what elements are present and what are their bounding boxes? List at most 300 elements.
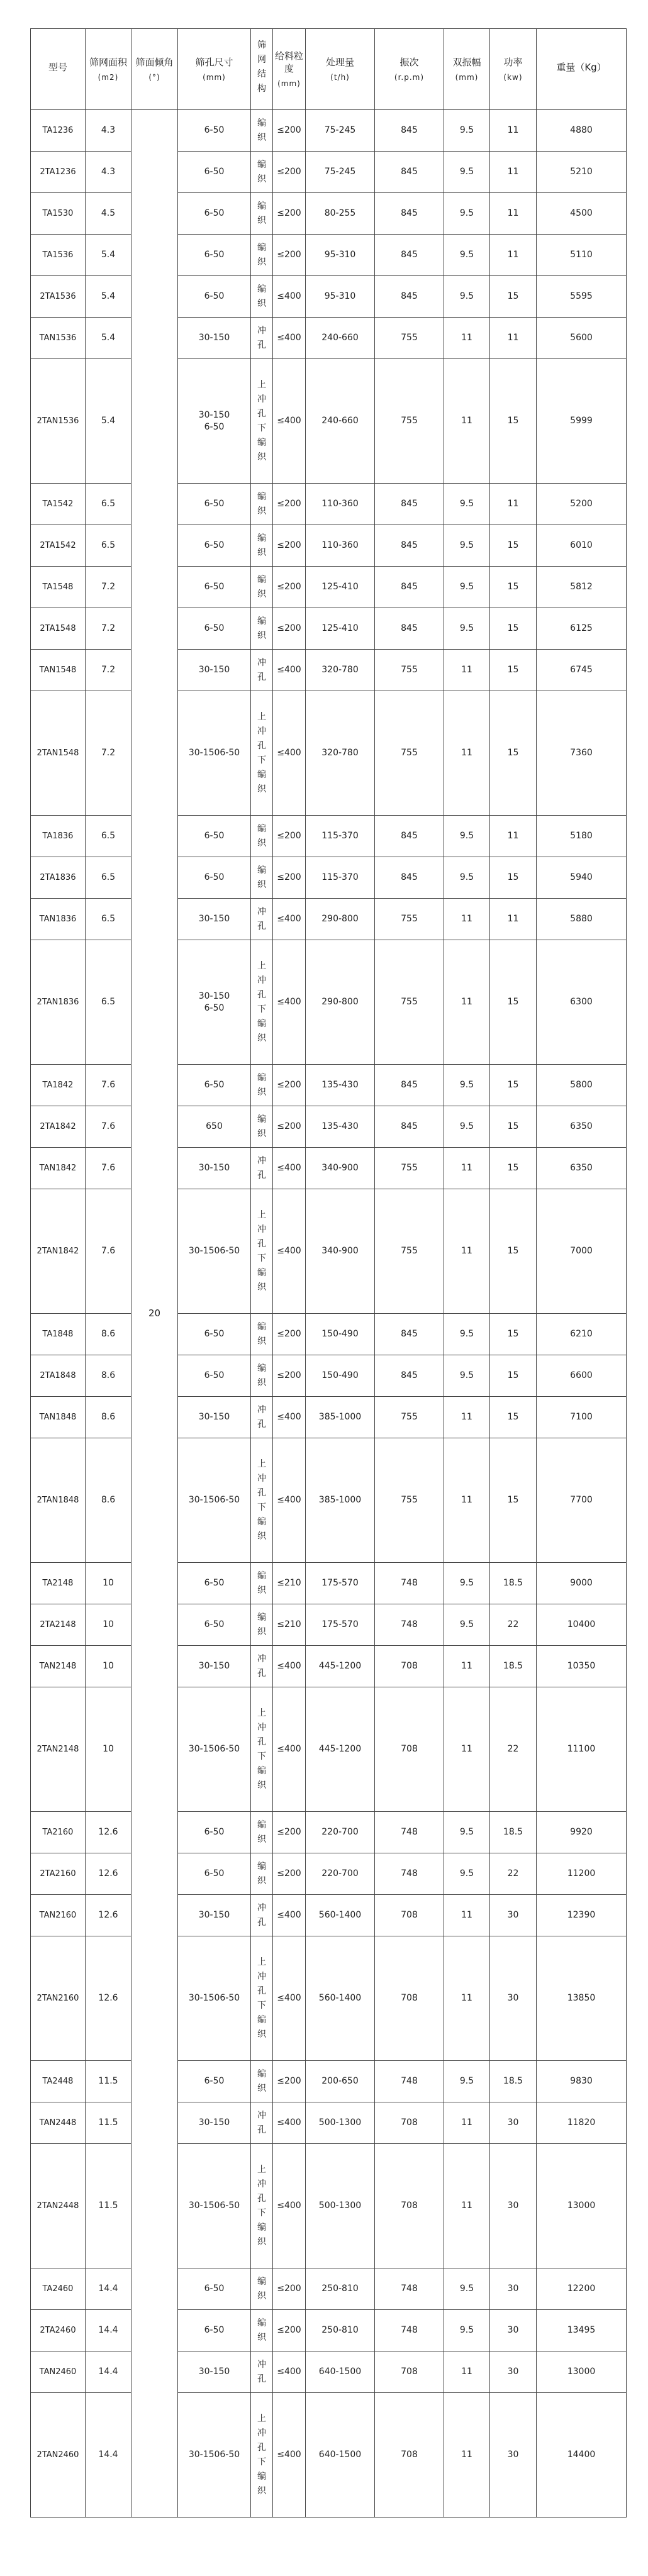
cell-structure	[251, 899, 273, 940]
aperture-value: 6-50	[204, 499, 225, 509]
cell-model: TA2448	[31, 2061, 86, 2102]
aperture-value: 6-50	[204, 250, 225, 260]
structure-text: 冲孔	[257, 657, 266, 682]
cell-amplitude: 9.5	[444, 1065, 490, 1106]
cell-feed-size: ≤200	[273, 1853, 306, 1895]
cell-area: 7.2	[86, 567, 131, 608]
cell-structure	[251, 193, 273, 235]
cell-structure	[251, 2351, 273, 2393]
cell-frequency: 708	[375, 1936, 444, 2061]
cell-capacity: 175-570	[306, 1563, 375, 1604]
cell-capacity: 340-900	[306, 1148, 375, 1189]
cell-aperture	[178, 899, 251, 940]
cell-power: 15	[490, 1397, 537, 1438]
cell-model: 2TA1536	[31, 276, 86, 318]
cell-capacity: 135-430	[306, 1106, 375, 1148]
cell-aperture	[178, 2102, 251, 2144]
cell-frequency: 845	[375, 235, 444, 276]
cell-frequency: 755	[375, 1438, 444, 1563]
cell-weight: 5880	[537, 899, 627, 940]
structure-text: 编织	[257, 616, 266, 641]
cell-capacity: 640-1500	[306, 2351, 375, 2393]
cell-frequency: 755	[375, 650, 444, 691]
cell-area: 12.6	[86, 1853, 131, 1895]
cell-frequency: 755	[375, 359, 444, 484]
cell-structure	[251, 857, 273, 899]
cell-amplitude: 11	[444, 359, 490, 484]
cell-power: 15	[490, 650, 537, 691]
cell-capacity: 640-1500	[306, 2393, 375, 2518]
table-row	[31, 235, 627, 276]
cell-aperture	[178, 857, 251, 899]
cell-frequency: 755	[375, 1397, 444, 1438]
cell-capacity: 95-310	[306, 276, 375, 318]
cell-power: 11	[490, 110, 537, 152]
cell-amplitude: 9.5	[444, 1106, 490, 1148]
table-row	[31, 1604, 627, 1646]
aperture-value: 6-50	[204, 2325, 225, 2336]
aperture-value: 30-150	[198, 1661, 230, 1672]
cell-feed-size: ≤400	[273, 1936, 306, 2061]
aperture-value: 6-50	[204, 1080, 225, 1091]
cell-structure	[251, 1604, 273, 1646]
cell-weight: 6210	[537, 1314, 627, 1355]
cell-weight: 5180	[537, 816, 627, 857]
structure-text: 上冲孔下编织	[257, 1458, 266, 1541]
cell-weight: 5999	[537, 359, 627, 484]
cell-model: 2TAN1548	[31, 691, 86, 816]
cell-frequency: 845	[375, 152, 444, 193]
cell-amplitude: 9.5	[444, 2268, 490, 2310]
cell-structure	[251, 1189, 273, 1314]
cell-aperture	[178, 650, 251, 691]
cell-frequency: 708	[375, 2102, 444, 2144]
cell-capacity: 220-700	[306, 1812, 375, 1853]
header-area: 筛网面积 (m2)	[86, 29, 131, 110]
cell-weight: 5600	[537, 318, 627, 359]
cell-feed-size: ≤200	[273, 110, 306, 152]
cell-power: 22	[490, 1604, 537, 1646]
cell-power: 15	[490, 567, 537, 608]
structure-text: 编织	[257, 159, 266, 184]
table-row	[31, 1355, 627, 1397]
cell-weight: 4500	[537, 193, 627, 235]
cell-weight: 6300	[537, 940, 627, 1065]
cell-frequency: 845	[375, 193, 444, 235]
cell-capacity: 115-370	[306, 816, 375, 857]
cell-amplitude: 11	[444, 318, 490, 359]
cell-area: 8.6	[86, 1397, 131, 1438]
cell-power: 22	[490, 1687, 537, 1812]
cell-power: 15	[490, 691, 537, 816]
cell-amplitude: 11	[444, 2144, 490, 2268]
cell-power: 15	[490, 1148, 537, 1189]
structure-text: 上冲孔下编织	[257, 1209, 266, 1292]
cell-feed-size: ≤200	[273, 1106, 306, 1148]
aperture-value: 30-150	[198, 1163, 230, 1174]
cell-structure	[251, 1355, 273, 1397]
aperture-value: 30-1506-50	[188, 1495, 240, 1506]
cell-weight: 6745	[537, 650, 627, 691]
cell-model: 2TAN2148	[31, 1687, 86, 1812]
cell-feed-size: ≤400	[273, 1189, 306, 1314]
cell-amplitude: 9.5	[444, 1563, 490, 1604]
cell-aperture	[178, 1646, 251, 1687]
structure-text: 冲孔	[257, 906, 266, 931]
header-frequency: 振次 (r.p.m)	[375, 29, 444, 110]
aperture-value: 6-50	[204, 125, 225, 136]
cell-weight: 9920	[537, 1812, 627, 1853]
cell-structure	[251, 2061, 273, 2102]
cell-aperture	[178, 1065, 251, 1106]
cell-capacity: 385-1000	[306, 1397, 375, 1438]
cell-frequency: 755	[375, 940, 444, 1065]
cell-amplitude: 9.5	[444, 1812, 490, 1853]
aperture-value: 6-50	[204, 1002, 225, 1013]
cell-weight: 12200	[537, 2268, 627, 2310]
cell-structure	[251, 276, 273, 318]
cell-aperture	[178, 152, 251, 193]
cell-feed-size: ≤200	[273, 525, 306, 567]
header-model: 型号	[31, 29, 86, 110]
cell-feed-size: ≤200	[273, 608, 306, 650]
cell-structure	[251, 1148, 273, 1189]
cell-power: 11	[490, 484, 537, 525]
cell-amplitude: 11	[444, 940, 490, 1065]
cell-power: 11	[490, 816, 537, 857]
structure-text: 上冲孔下编织	[257, 1707, 266, 1790]
cell-model: TAN1842	[31, 1148, 86, 1189]
aperture-value: 6-50	[204, 540, 225, 551]
aperture-value: 6-50	[204, 1868, 225, 1879]
cell-capacity: 240-660	[306, 359, 375, 484]
cell-aperture	[178, 276, 251, 318]
cell-area: 10	[86, 1604, 131, 1646]
aperture-value: 6-50	[204, 421, 225, 432]
cell-structure	[251, 1895, 273, 1936]
cell-amplitude: 9.5	[444, 193, 490, 235]
cell-frequency: 845	[375, 1355, 444, 1397]
cell-aperture	[178, 1895, 251, 1936]
cell-aperture	[178, 1314, 251, 1355]
header-aperture: 筛孔尺寸 (mm)	[178, 29, 251, 110]
aperture-value: 650	[206, 1121, 223, 1132]
cell-structure	[251, 1438, 273, 1563]
cell-power: 18.5	[490, 2061, 537, 2102]
cell-frequency: 845	[375, 276, 444, 318]
cell-model: TA1836	[31, 816, 86, 857]
table-row	[31, 816, 627, 857]
cell-capacity: 110-360	[306, 484, 375, 525]
cell-aperture	[178, 816, 251, 857]
cell-weight: 7000	[537, 1189, 627, 1314]
cell-area: 6.5	[86, 899, 131, 940]
cell-capacity: 320-780	[306, 691, 375, 816]
cell-area: 6.5	[86, 484, 131, 525]
cell-model: TA2148	[31, 1563, 86, 1604]
cell-aperture	[178, 1563, 251, 1604]
cell-power: 15	[490, 608, 537, 650]
cell-area: 5.4	[86, 235, 131, 276]
cell-power: 30	[490, 1895, 537, 1936]
cell-model: TA1842	[31, 1065, 86, 1106]
cell-aperture	[178, 1812, 251, 1853]
cell-capacity: 250-810	[306, 2310, 375, 2351]
aperture-value: 6-50	[204, 872, 225, 883]
structure-text: 编织	[257, 242, 266, 267]
table-row	[31, 1189, 627, 1314]
table-row	[31, 193, 627, 235]
cell-structure	[251, 567, 273, 608]
cell-area: 7.6	[86, 1106, 131, 1148]
structure-text: 编织	[257, 2068, 266, 2094]
cell-amplitude: 9.5	[444, 2061, 490, 2102]
cell-model: TA1536	[31, 235, 86, 276]
cell-aperture	[178, 484, 251, 525]
aperture-value: 6-50	[204, 2076, 225, 2087]
cell-area: 14.4	[86, 2268, 131, 2310]
cell-feed-size: ≤200	[273, 1065, 306, 1106]
table-row	[31, 1106, 627, 1148]
cell-aperture	[178, 2310, 251, 2351]
cell-amplitude: 11	[444, 1148, 490, 1189]
cell-frequency: 755	[375, 1189, 444, 1314]
cell-weight: 13000	[537, 2144, 627, 2268]
cell-amplitude: 11	[444, 1438, 490, 1563]
cell-area: 4.5	[86, 193, 131, 235]
aperture-value: 6-50	[204, 582, 225, 592]
cell-amplitude: 11	[444, 2393, 490, 2518]
cell-area: 8.6	[86, 1314, 131, 1355]
cell-feed-size: ≤400	[273, 2351, 306, 2393]
cell-weight: 11820	[537, 2102, 627, 2144]
cell-model: TAN2448	[31, 2102, 86, 2144]
cell-frequency: 755	[375, 691, 444, 816]
cell-frequency: 845	[375, 857, 444, 899]
cell-amplitude: 9.5	[444, 484, 490, 525]
table-row	[31, 1853, 627, 1895]
cell-area: 8.6	[86, 1438, 131, 1563]
table-row	[31, 484, 627, 525]
aperture-value: 30-150	[198, 1412, 230, 1423]
cell-structure	[251, 2102, 273, 2144]
aperture-value: 30-150	[198, 914, 230, 924]
cell-amplitude: 9.5	[444, 816, 490, 857]
cell-model: TA2460	[31, 2268, 86, 2310]
cell-amplitude: 11	[444, 691, 490, 816]
cell-amplitude: 11	[444, 650, 490, 691]
cell-amplitude: 9.5	[444, 235, 490, 276]
cell-capacity: 340-900	[306, 1189, 375, 1314]
cell-angle: 20	[131, 110, 178, 2518]
cell-structure	[251, 608, 273, 650]
cell-frequency: 845	[375, 567, 444, 608]
cell-frequency: 748	[375, 1853, 444, 1895]
cell-frequency: 708	[375, 1895, 444, 1936]
cell-capacity: 220-700	[306, 1853, 375, 1895]
cell-power: 15	[490, 1355, 537, 1397]
cell-power: 15	[490, 1438, 537, 1563]
cell-area: 12.6	[86, 1812, 131, 1853]
cell-structure	[251, 691, 273, 816]
cell-area: 7.2	[86, 650, 131, 691]
aperture-value: 30-1506-50	[188, 748, 240, 758]
cell-feed-size: ≤400	[273, 650, 306, 691]
cell-weight: 5812	[537, 567, 627, 608]
cell-model: 2TA1842	[31, 1106, 86, 1148]
header-power: 功率 (kw)	[490, 29, 537, 110]
table-row	[31, 899, 627, 940]
cell-amplitude: 9.5	[444, 608, 490, 650]
cell-capacity: 80-255	[306, 193, 375, 235]
cell-aperture	[178, 2144, 251, 2268]
cell-aperture	[178, 318, 251, 359]
header-structure: 筛网结构	[251, 29, 273, 110]
cell-model: TA1848	[31, 1314, 86, 1355]
cell-feed-size: ≤400	[273, 691, 306, 816]
cell-structure	[251, 816, 273, 857]
structure-text: 上冲孔下编织	[257, 379, 266, 462]
table-row	[31, 608, 627, 650]
structure-text: 编织	[257, 491, 266, 516]
structure-text: 编织	[257, 1321, 266, 1346]
cell-weight: 7700	[537, 1438, 627, 1563]
structure-text: 编织	[257, 1114, 266, 1139]
cell-weight: 13000	[537, 2351, 627, 2393]
cell-feed-size: ≤400	[273, 2393, 306, 2518]
cell-model: TAN1848	[31, 1397, 86, 1438]
cell-model: 2TAN2460	[31, 2393, 86, 2518]
cell-weight: 10350	[537, 1646, 627, 1687]
cell-feed-size: ≤400	[273, 1895, 306, 1936]
aperture-value: 30-150	[198, 2367, 230, 2377]
cell-model: TA2160	[31, 1812, 86, 1853]
cell-area: 11.5	[86, 2144, 131, 2268]
cell-aperture	[178, 1106, 251, 1148]
cell-frequency: 748	[375, 1563, 444, 1604]
cell-amplitude: 11	[444, 1687, 490, 1812]
header-row	[31, 29, 627, 110]
structure-text: 编织	[257, 823, 266, 848]
cell-frequency: 755	[375, 318, 444, 359]
cell-aperture	[178, 691, 251, 816]
cell-aperture	[178, 1853, 251, 1895]
cell-power: 30	[490, 2393, 537, 2518]
structure-text: 冲孔	[257, 2359, 266, 2384]
table-row	[31, 567, 627, 608]
aperture-value: 6-50	[204, 1827, 225, 1838]
cell-aperture	[178, 1438, 251, 1563]
cell-power: 15	[490, 1189, 537, 1314]
cell-feed-size: ≤200	[273, 193, 306, 235]
aperture-value: 30-150	[198, 2118, 230, 2128]
cell-capacity: 175-570	[306, 1604, 375, 1646]
aperture-value: 30-1506-50	[188, 2450, 240, 2460]
structure-text: 上冲孔下编织	[257, 1957, 266, 2040]
cell-weight: 6350	[537, 1106, 627, 1148]
cell-aperture	[178, 1355, 251, 1397]
cell-amplitude: 9.5	[444, 110, 490, 152]
cell-model: 2TA2460	[31, 2310, 86, 2351]
cell-model: 2TA1848	[31, 1355, 86, 1397]
cell-structure	[251, 152, 273, 193]
cell-feed-size: ≤200	[273, 857, 306, 899]
cell-structure	[251, 1687, 273, 1812]
table-row	[31, 318, 627, 359]
cell-amplitude: 9.5	[444, 276, 490, 318]
cell-feed-size: ≤400	[273, 318, 306, 359]
structure-text: 上冲孔下编织	[257, 2164, 266, 2247]
cell-structure	[251, 940, 273, 1065]
cell-power: 30	[490, 2310, 537, 2351]
cell-frequency: 708	[375, 2351, 444, 2393]
cell-feed-size: ≤400	[273, 1438, 306, 1563]
cell-area: 5.4	[86, 359, 131, 484]
cell-power: 11	[490, 899, 537, 940]
cell-weight: 5800	[537, 1065, 627, 1106]
cell-frequency: 748	[375, 1812, 444, 1853]
cell-frequency: 708	[375, 2393, 444, 2518]
cell-power: 18.5	[490, 1812, 537, 1853]
cell-structure	[251, 484, 273, 525]
cell-feed-size: ≤400	[273, 1148, 306, 1189]
cell-area: 6.5	[86, 525, 131, 567]
cell-capacity: 320-780	[306, 650, 375, 691]
cell-amplitude: 9.5	[444, 152, 490, 193]
structure-text: 冲孔	[257, 1653, 266, 1679]
structure-text: 冲孔	[257, 1902, 266, 1928]
cell-weight: 6010	[537, 525, 627, 567]
cell-weight: 9830	[537, 2061, 627, 2102]
table-row	[31, 152, 627, 193]
structure-text: 编织	[257, 865, 266, 890]
aperture-value: 6-50	[204, 1370, 225, 1381]
structure-text: 冲孔	[257, 325, 266, 350]
cell-power: 22	[490, 1853, 537, 1895]
cell-frequency: 708	[375, 2144, 444, 2268]
cell-capacity: 500-1300	[306, 2144, 375, 2268]
cell-weight: 5210	[537, 152, 627, 193]
structure-text: 编织	[257, 118, 266, 143]
cell-area: 7.2	[86, 691, 131, 816]
table-row	[31, 940, 627, 1065]
cell-area: 6.5	[86, 940, 131, 1065]
table-row	[31, 2102, 627, 2144]
cell-capacity: 445-1200	[306, 1687, 375, 1812]
cell-power: 18.5	[490, 1563, 537, 1604]
cell-feed-size: ≤400	[273, 2102, 306, 2144]
cell-structure	[251, 2144, 273, 2268]
cell-structure	[251, 2310, 273, 2351]
cell-capacity: 150-490	[306, 1355, 375, 1397]
cell-power: 11	[490, 152, 537, 193]
table-row	[31, 1148, 627, 1189]
cell-area: 14.4	[86, 2393, 131, 2518]
cell-model: 2TA2148	[31, 1604, 86, 1646]
cell-frequency: 845	[375, 816, 444, 857]
cell-model: 2TAN2160	[31, 1936, 86, 2061]
cell-capacity: 75-245	[306, 152, 375, 193]
cell-feed-size: ≤200	[273, 1314, 306, 1355]
cell-structure	[251, 2268, 273, 2310]
cell-power: 30	[490, 2268, 537, 2310]
cell-aperture	[178, 1687, 251, 1812]
aperture-value: 30-1506-50	[188, 1744, 240, 1755]
cell-frequency: 845	[375, 1065, 444, 1106]
cell-structure	[251, 235, 273, 276]
cell-amplitude: 11	[444, 1936, 490, 2061]
table-row	[31, 2268, 627, 2310]
